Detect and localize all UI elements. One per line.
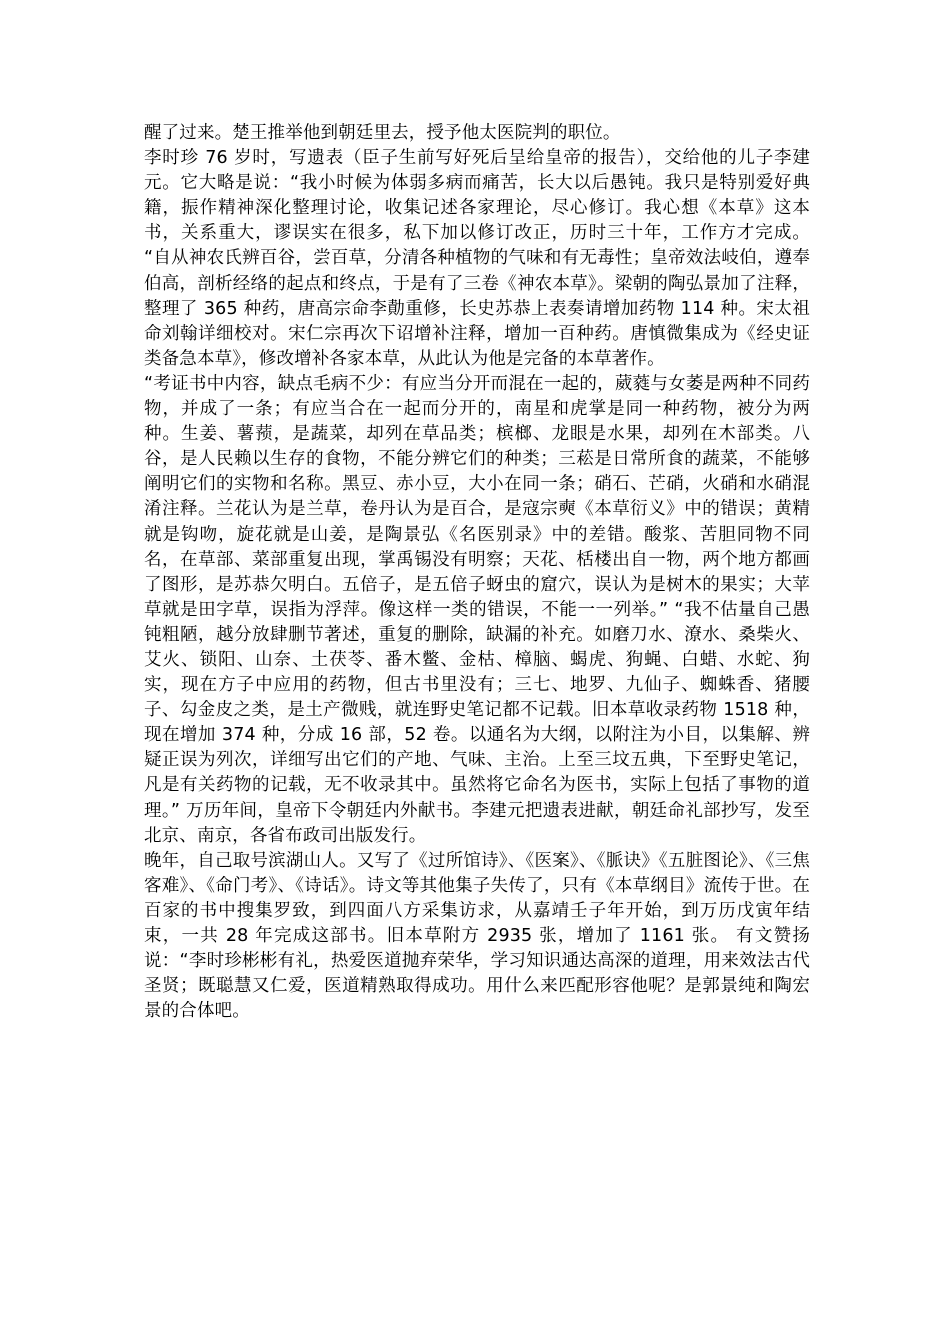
paragraph-2: 李时珍 76 岁时，写遗表（臣子生前写好死后呈给皇帝的报告），交给他的儿子李建元。它大略是说：“我小时候为体弱多病而痛苦，长大以后愚钝。我只是特别爱好典籍，振作精神深化整理讨论，收集记述各家理论，尽心修订。我心想《本草》这本书，关系重大，谬误实在很多，私下加以修订改正，历时三十年，工作方才完成。 “自从神农氏辨百谷，尝百草，分清各种植物的气味和有无毒性；皇帝效法岐伯，遵奉伯高，剖析经络的起点和终点，于是有了三卷《神农本草》。梁朝的陶弘景加了注释，整理了 365 种药，唐高宗命李勣重修，长史苏恭上表奏请增加药物 114 种。宋太祖命刘翰详细校对。宋仁宗再次下诏增补注释，增加一百种药。唐慎微集成为《经史证类备急本草》，修改增补各家本草，从此认为他是完备的本草著作。	[144, 148, 810, 369]
paragraph-3: “考证书中内容，缺点毛病不少：有应当分开而混在一起的，葳蕤与女萎是两种不同药物，并成了一条；有应当合在一起而分开的，南星和虎掌是同一种药物，被分为两种。生姜、薯蓣，是蔬菜，却列在草品类；槟榔、龙眼是水果，却列在木部类。八谷，是人民赖以生存的食物，不能分辨它们的种类；三菘是日常所食的蔬菜，不能够阐明它们的实物和名称。黑豆、赤小豆，大小在同一条；硝石、芒硝，火硝和水硝混淆注释。兰花认为是兰草，卷丹认为是百合，是寇宗奭《本草衍义》中的错误；黄精就是钩吻，旋花就是山姜，是陶景弘《名医别录》中的差错。酸浆、苦胆同物不同名，在草部、菜部重复出现，掌禹锡没有明察；天花、栝楼出自一物，两个地方都画了图形，是苏恭欠明白。五倍子，是五倍子蚜虫的窟穴，误认为是树木的果实；大苹草就是田字草，误指为浮萍。像这样一类的错误，不能一一列举。” “我不估量自己愚钝粗陋，越分放肆删节著述，重复的删除，缺漏的补充。如磨刀水、潦水、桑柴火、艾火、锁阳、山奈、土茯苓、番木鳖、金枯、樟脑、蝎虎、狗蝇、白蜡、水蛇、狗实，现在方子中应用的药物，但古书里没有；三七、地罗、九仙子、蜘蛛香、猪腰子、勾金皮之类，是土产微贱，就连野史笔记都不记载。旧本草收录药物 1518 种，现在增加 374 种，分成 16 部，52 卷。以通名为大纲，以附注为小目，以集解、辨疑正误为列次，详细写出它们的产地、气味、主治。上至三坟五典，下至野史笔记，凡是有关药物的记载，无不收录其中。虽然将它命名为医书，实际上包括了事物的道理。” 万历年间，皇帝下令朝廷内外献书。李建元把遗表进献，朝廷命礼部抄写，发至北京、南京，各省布政司出版发行。	[144, 373, 810, 846]
paragraph-1: 醒了过来。楚王推举他到朝廷里去，授予他太医院判的职位。	[144, 123, 621, 143]
paragraph-4: 晚年，自己取号滨湖山人。又写了《过所馆诗》、《医案》、《脈诀》《五脏图论》、《三焦客难》、《命门考》、《诗话》。诗文等其他集子失传了，只有《本草纲目》流传于世。在百家的书中搜集罗致，到四面八方采集访求，从嘉靖壬子年开始，到万历戊寅年结束，一共 28 年完成这部书。旧本草附方 2935 张，增加了 1161 张。 有文赞扬说：“李时珍彬彬有礼，热爱医道抛弃荣华，学习知识通达高深的道理，用来效法古代圣贤；既聪慧又仁爱，医道精熟取得成功。用什么来匹配形容他呢？是郭景纯和陶宏景的合体吧。	[144, 850, 810, 1022]
body-text	[144, 121, 810, 1024]
